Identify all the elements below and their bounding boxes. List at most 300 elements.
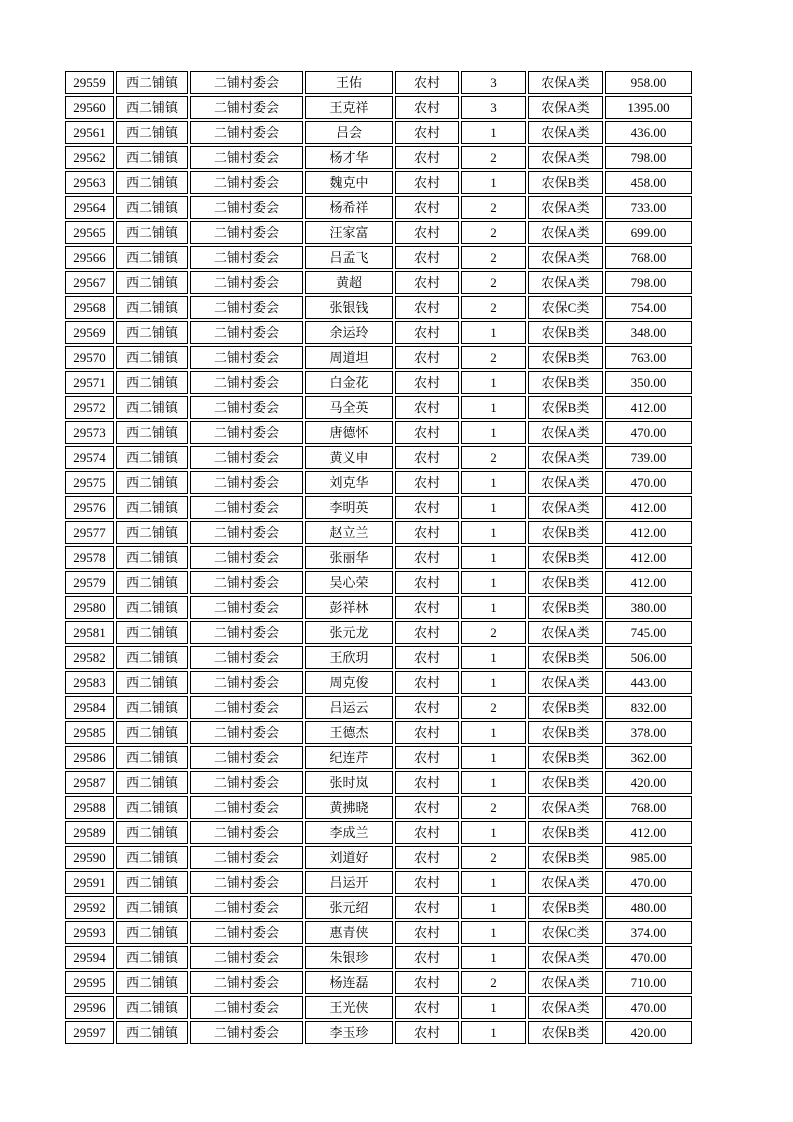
cell-town: 西二铺镇 [116, 871, 188, 894]
cell-amount: 745.00 [605, 621, 692, 644]
table-row [65, 671, 692, 694]
cell-record-id: 29567 [65, 271, 114, 294]
cell-village-committee: 二铺村委会 [190, 846, 303, 869]
cell-person-count: 2 [461, 296, 526, 319]
cell-village-committee: 二铺村委会 [190, 921, 303, 944]
cell-village-committee: 二铺村委会 [190, 196, 303, 219]
table-row [65, 771, 692, 794]
cell-village-committee: 二铺村委会 [190, 971, 303, 994]
cell-residence-type: 农村 [395, 521, 459, 544]
cell-insurance-category: 农保B类 [528, 746, 603, 769]
cell-name: 唐德怀 [305, 421, 393, 444]
cell-record-id: 29572 [65, 396, 114, 419]
cell-record-id: 29559 [65, 71, 114, 94]
cell-amount: 412.00 [605, 821, 692, 844]
cell-name: 张时岚 [305, 771, 393, 794]
cell-residence-type: 农村 [395, 646, 459, 669]
cell-town: 西二铺镇 [116, 696, 188, 719]
cell-residence-type: 农村 [395, 971, 459, 994]
cell-person-count: 1 [461, 996, 526, 1019]
table-row [65, 296, 692, 319]
table-row [65, 1021, 692, 1044]
cell-name: 黄超 [305, 271, 393, 294]
cell-person-count: 2 [461, 446, 526, 469]
cell-residence-type: 农村 [395, 921, 459, 944]
cell-residence-type: 农村 [395, 321, 459, 344]
cell-village-committee: 二铺村委会 [190, 1021, 303, 1044]
cell-town: 西二铺镇 [116, 471, 188, 494]
cell-amount: 710.00 [605, 971, 692, 994]
cell-residence-type: 农村 [395, 196, 459, 219]
cell-person-count: 1 [461, 921, 526, 944]
cell-village-committee: 二铺村委会 [190, 471, 303, 494]
cell-name: 周克俊 [305, 671, 393, 694]
cell-record-id: 29596 [65, 996, 114, 1019]
cell-record-id: 29593 [65, 921, 114, 944]
cell-insurance-category: 农保B类 [528, 396, 603, 419]
cell-name: 王欣玥 [305, 646, 393, 669]
cell-name: 吴心荣 [305, 571, 393, 594]
cell-insurance-category: 农保A类 [528, 871, 603, 894]
table-row [65, 921, 692, 944]
cell-person-count: 2 [461, 346, 526, 369]
cell-person-count: 1 [461, 746, 526, 769]
cell-person-count: 2 [461, 971, 526, 994]
cell-residence-type: 农村 [395, 771, 459, 794]
cell-insurance-category: 农保A类 [528, 271, 603, 294]
cell-residence-type: 农村 [395, 96, 459, 119]
cell-insurance-category: 农保A类 [528, 96, 603, 119]
cell-name: 张丽华 [305, 546, 393, 569]
cell-insurance-category: 农保B类 [528, 771, 603, 794]
table-row [65, 521, 692, 544]
cell-name: 吕运开 [305, 871, 393, 894]
cell-amount: 832.00 [605, 696, 692, 719]
cell-residence-type: 农村 [395, 496, 459, 519]
cell-insurance-category: 农保B类 [528, 1021, 603, 1044]
cell-person-count: 1 [461, 321, 526, 344]
cell-record-id: 29585 [65, 721, 114, 744]
cell-insurance-category: 农保C类 [528, 921, 603, 944]
cell-village-committee: 二铺村委会 [190, 521, 303, 544]
cell-name: 黄拂晓 [305, 796, 393, 819]
cell-insurance-category: 农保B类 [528, 321, 603, 344]
cell-village-committee: 二铺村委会 [190, 346, 303, 369]
cell-name: 黄义申 [305, 446, 393, 469]
cell-name: 李明英 [305, 496, 393, 519]
cell-village-committee: 二铺村委会 [190, 646, 303, 669]
cell-insurance-category: 农保A类 [528, 146, 603, 169]
cell-residence-type: 农村 [395, 846, 459, 869]
cell-amount: 768.00 [605, 796, 692, 819]
cell-town: 西二铺镇 [116, 771, 188, 794]
cell-name: 王佑 [305, 71, 393, 94]
cell-name: 张元绍 [305, 896, 393, 919]
cell-residence-type: 农村 [395, 371, 459, 394]
cell-town: 西二铺镇 [116, 546, 188, 569]
cell-amount: 733.00 [605, 196, 692, 219]
cell-name: 汪家富 [305, 221, 393, 244]
cell-amount: 480.00 [605, 896, 692, 919]
cell-amount: 470.00 [605, 421, 692, 444]
cell-residence-type: 农村 [395, 821, 459, 844]
cell-village-committee: 二铺村委会 [190, 946, 303, 969]
cell-record-id: 29562 [65, 146, 114, 169]
cell-residence-type: 农村 [395, 1021, 459, 1044]
cell-village-committee: 二铺村委会 [190, 221, 303, 244]
table-row [65, 746, 692, 769]
cell-name: 余运玲 [305, 321, 393, 344]
cell-amount: 470.00 [605, 996, 692, 1019]
cell-residence-type: 农村 [395, 471, 459, 494]
cell-insurance-category: 农保B类 [528, 346, 603, 369]
cell-insurance-category: 农保A类 [528, 996, 603, 1019]
cell-person-count: 1 [461, 1021, 526, 1044]
cell-amount: 412.00 [605, 496, 692, 519]
cell-record-id: 29589 [65, 821, 114, 844]
cell-record-id: 29565 [65, 221, 114, 244]
cell-insurance-category: 农保A类 [528, 196, 603, 219]
cell-record-id: 29594 [65, 946, 114, 969]
cell-town: 西二铺镇 [116, 371, 188, 394]
pension-roster-table [63, 69, 694, 1046]
table-row [65, 196, 692, 219]
cell-person-count: 3 [461, 96, 526, 119]
cell-village-committee: 二铺村委会 [190, 446, 303, 469]
cell-insurance-category: 农保B类 [528, 846, 603, 869]
cell-village-committee: 二铺村委会 [190, 146, 303, 169]
cell-village-committee: 二铺村委会 [190, 896, 303, 919]
cell-insurance-category: 农保A类 [528, 621, 603, 644]
table-row [65, 221, 692, 244]
cell-residence-type: 农村 [395, 271, 459, 294]
cell-town: 西二铺镇 [116, 121, 188, 144]
cell-amount: 470.00 [605, 471, 692, 494]
cell-amount: 412.00 [605, 571, 692, 594]
cell-amount: 412.00 [605, 521, 692, 544]
cell-record-id: 29561 [65, 121, 114, 144]
cell-record-id: 29592 [65, 896, 114, 919]
cell-insurance-category: 农保B类 [528, 821, 603, 844]
cell-residence-type: 农村 [395, 946, 459, 969]
cell-name: 彭祥林 [305, 596, 393, 619]
cell-record-id: 29564 [65, 196, 114, 219]
cell-residence-type: 农村 [395, 71, 459, 94]
cell-town: 西二铺镇 [116, 496, 188, 519]
cell-insurance-category: 农保A类 [528, 421, 603, 444]
table-row [65, 621, 692, 644]
cell-insurance-category: 农保B类 [528, 896, 603, 919]
cell-amount: 470.00 [605, 871, 692, 894]
cell-name: 吕孟飞 [305, 246, 393, 269]
cell-village-committee: 二铺村委会 [190, 546, 303, 569]
cell-record-id: 29590 [65, 846, 114, 869]
cell-amount: 420.00 [605, 771, 692, 794]
cell-person-count: 1 [461, 521, 526, 544]
table-row [65, 846, 692, 869]
cell-name: 周道坦 [305, 346, 393, 369]
cell-village-committee: 二铺村委会 [190, 696, 303, 719]
cell-person-count: 1 [461, 671, 526, 694]
table-row [65, 246, 692, 269]
cell-town: 西二铺镇 [116, 846, 188, 869]
cell-amount: 380.00 [605, 596, 692, 619]
cell-person-count: 1 [461, 371, 526, 394]
cell-town: 西二铺镇 [116, 196, 188, 219]
cell-record-id: 29566 [65, 246, 114, 269]
table-row [65, 496, 692, 519]
cell-residence-type: 农村 [395, 596, 459, 619]
cell-name: 杨才华 [305, 146, 393, 169]
cell-record-id: 29591 [65, 871, 114, 894]
cell-person-count: 1 [461, 421, 526, 444]
cell-person-count: 1 [461, 896, 526, 919]
table-row [65, 546, 692, 569]
cell-record-id: 29588 [65, 796, 114, 819]
cell-name: 赵立兰 [305, 521, 393, 544]
cell-insurance-category: 农保A类 [528, 221, 603, 244]
cell-name: 刘克华 [305, 471, 393, 494]
cell-name: 杨希祥 [305, 196, 393, 219]
cell-person-count: 2 [461, 146, 526, 169]
cell-amount: 470.00 [605, 946, 692, 969]
cell-person-count: 1 [461, 821, 526, 844]
cell-record-id: 29583 [65, 671, 114, 694]
table-row [65, 971, 692, 994]
cell-town: 西二铺镇 [116, 221, 188, 244]
cell-residence-type: 农村 [395, 121, 459, 144]
cell-village-committee: 二铺村委会 [190, 171, 303, 194]
cell-village-committee: 二铺村委会 [190, 821, 303, 844]
cell-residence-type: 农村 [395, 296, 459, 319]
cell-residence-type: 农村 [395, 146, 459, 169]
cell-amount: 412.00 [605, 546, 692, 569]
cell-insurance-category: 农保A类 [528, 471, 603, 494]
cell-person-count: 1 [461, 471, 526, 494]
cell-town: 西二铺镇 [116, 971, 188, 994]
cell-residence-type: 农村 [395, 571, 459, 594]
cell-insurance-category: 农保B类 [528, 371, 603, 394]
cell-village-committee: 二铺村委会 [190, 121, 303, 144]
table-row [65, 896, 692, 919]
cell-person-count: 1 [461, 496, 526, 519]
cell-town: 西二铺镇 [116, 571, 188, 594]
cell-insurance-category: 农保A类 [528, 71, 603, 94]
cell-village-committee: 二铺村委会 [190, 71, 303, 94]
table-row [65, 696, 692, 719]
table-row [65, 571, 692, 594]
table-row [65, 721, 692, 744]
cell-name: 惠青侠 [305, 921, 393, 944]
cell-record-id: 29571 [65, 371, 114, 394]
cell-insurance-category: 农保B类 [528, 696, 603, 719]
cell-person-count: 1 [461, 871, 526, 894]
cell-name: 张银钱 [305, 296, 393, 319]
cell-residence-type: 农村 [395, 221, 459, 244]
cell-town: 西二铺镇 [116, 746, 188, 769]
cell-name: 白金花 [305, 371, 393, 394]
cell-town: 西二铺镇 [116, 1021, 188, 1044]
cell-village-committee: 二铺村委会 [190, 421, 303, 444]
table-row [65, 271, 692, 294]
table-row [65, 796, 692, 819]
cell-village-committee: 二铺村委会 [190, 396, 303, 419]
cell-person-count: 1 [461, 946, 526, 969]
cell-amount: 985.00 [605, 846, 692, 869]
cell-residence-type: 农村 [395, 396, 459, 419]
cell-amount: 348.00 [605, 321, 692, 344]
table-row [65, 146, 692, 169]
cell-amount: 420.00 [605, 1021, 692, 1044]
cell-village-committee: 二铺村委会 [190, 721, 303, 744]
cell-record-id: 29586 [65, 746, 114, 769]
table-row [65, 371, 692, 394]
table-row [65, 71, 692, 94]
cell-insurance-category: 农保B类 [528, 571, 603, 594]
table-row [65, 946, 692, 969]
cell-residence-type: 农村 [395, 621, 459, 644]
cell-residence-type: 农村 [395, 996, 459, 1019]
cell-town: 西二铺镇 [116, 446, 188, 469]
cell-residence-type: 农村 [395, 421, 459, 444]
cell-person-count: 1 [461, 121, 526, 144]
cell-record-id: 29581 [65, 621, 114, 644]
pension-table-body [65, 71, 692, 1044]
cell-insurance-category: 农保A类 [528, 446, 603, 469]
cell-town: 西二铺镇 [116, 96, 188, 119]
cell-record-id: 29574 [65, 446, 114, 469]
cell-insurance-category: 农保A类 [528, 796, 603, 819]
cell-town: 西二铺镇 [116, 946, 188, 969]
cell-person-count: 3 [461, 71, 526, 94]
cell-name: 张元龙 [305, 621, 393, 644]
cell-village-committee: 二铺村委会 [190, 771, 303, 794]
cell-record-id: 29575 [65, 471, 114, 494]
cell-amount: 699.00 [605, 221, 692, 244]
cell-residence-type: 农村 [395, 171, 459, 194]
table-row [65, 646, 692, 669]
cell-amount: 1395.00 [605, 96, 692, 119]
cell-amount: 443.00 [605, 671, 692, 694]
cell-record-id: 29584 [65, 696, 114, 719]
cell-residence-type: 农村 [395, 871, 459, 894]
table-row [65, 171, 692, 194]
cell-person-count: 2 [461, 621, 526, 644]
cell-town: 西二铺镇 [116, 71, 188, 94]
cell-village-committee: 二铺村委会 [190, 871, 303, 894]
table-row [65, 346, 692, 369]
cell-town: 西二铺镇 [116, 396, 188, 419]
cell-town: 西二铺镇 [116, 346, 188, 369]
table-row [65, 321, 692, 344]
cell-person-count: 2 [461, 221, 526, 244]
cell-person-count: 1 [461, 171, 526, 194]
cell-town: 西二铺镇 [116, 646, 188, 669]
cell-residence-type: 农村 [395, 246, 459, 269]
cell-record-id: 29570 [65, 346, 114, 369]
cell-person-count: 2 [461, 696, 526, 719]
cell-village-committee: 二铺村委会 [190, 296, 303, 319]
cell-amount: 412.00 [605, 396, 692, 419]
cell-person-count: 2 [461, 271, 526, 294]
cell-village-committee: 二铺村委会 [190, 496, 303, 519]
cell-town: 西二铺镇 [116, 296, 188, 319]
cell-amount: 378.00 [605, 721, 692, 744]
cell-insurance-category: 农保B类 [528, 646, 603, 669]
cell-insurance-category: 农保B类 [528, 521, 603, 544]
cell-record-id: 29577 [65, 521, 114, 544]
cell-person-count: 2 [461, 846, 526, 869]
cell-insurance-category: 农保A类 [528, 496, 603, 519]
cell-name: 吕会 [305, 121, 393, 144]
cell-name: 纪连芹 [305, 746, 393, 769]
cell-name: 王光侠 [305, 996, 393, 1019]
cell-town: 西二铺镇 [116, 246, 188, 269]
cell-amount: 768.00 [605, 246, 692, 269]
cell-insurance-category: 农保B类 [528, 596, 603, 619]
cell-village-committee: 二铺村委会 [190, 96, 303, 119]
cell-record-id: 29587 [65, 771, 114, 794]
cell-town: 西二铺镇 [116, 796, 188, 819]
cell-town: 西二铺镇 [116, 621, 188, 644]
cell-person-count: 1 [461, 646, 526, 669]
cell-town: 西二铺镇 [116, 721, 188, 744]
cell-residence-type: 农村 [395, 796, 459, 819]
cell-town: 西二铺镇 [116, 896, 188, 919]
cell-town: 西二铺镇 [116, 171, 188, 194]
cell-village-committee: 二铺村委会 [190, 596, 303, 619]
table-row [65, 871, 692, 894]
cell-residence-type: 农村 [395, 446, 459, 469]
table-row [65, 96, 692, 119]
cell-village-committee: 二铺村委会 [190, 796, 303, 819]
cell-amount: 436.00 [605, 121, 692, 144]
cell-town: 西二铺镇 [116, 271, 188, 294]
cell-record-id: 29569 [65, 321, 114, 344]
cell-residence-type: 农村 [395, 746, 459, 769]
cell-record-id: 29595 [65, 971, 114, 994]
cell-person-count: 1 [461, 396, 526, 419]
cell-village-committee: 二铺村委会 [190, 371, 303, 394]
cell-record-id: 29573 [65, 421, 114, 444]
cell-record-id: 29582 [65, 646, 114, 669]
cell-person-count: 1 [461, 571, 526, 594]
cell-person-count: 1 [461, 546, 526, 569]
table-row [65, 996, 692, 1019]
cell-town: 西二铺镇 [116, 821, 188, 844]
cell-name: 王克祥 [305, 96, 393, 119]
cell-amount: 506.00 [605, 646, 692, 669]
cell-village-committee: 二铺村委会 [190, 571, 303, 594]
cell-amount: 374.00 [605, 921, 692, 944]
cell-insurance-category: 农保B类 [528, 171, 603, 194]
cell-person-count: 2 [461, 796, 526, 819]
cell-town: 西二铺镇 [116, 521, 188, 544]
cell-insurance-category: 农保B类 [528, 546, 603, 569]
cell-person-count: 1 [461, 596, 526, 619]
cell-record-id: 29576 [65, 496, 114, 519]
cell-residence-type: 农村 [395, 346, 459, 369]
cell-residence-type: 农村 [395, 896, 459, 919]
cell-residence-type: 农村 [395, 671, 459, 694]
cell-person-count: 2 [461, 246, 526, 269]
cell-town: 西二铺镇 [116, 671, 188, 694]
cell-residence-type: 农村 [395, 721, 459, 744]
cell-insurance-category: 农保C类 [528, 296, 603, 319]
cell-amount: 798.00 [605, 271, 692, 294]
cell-amount: 798.00 [605, 146, 692, 169]
cell-amount: 754.00 [605, 296, 692, 319]
